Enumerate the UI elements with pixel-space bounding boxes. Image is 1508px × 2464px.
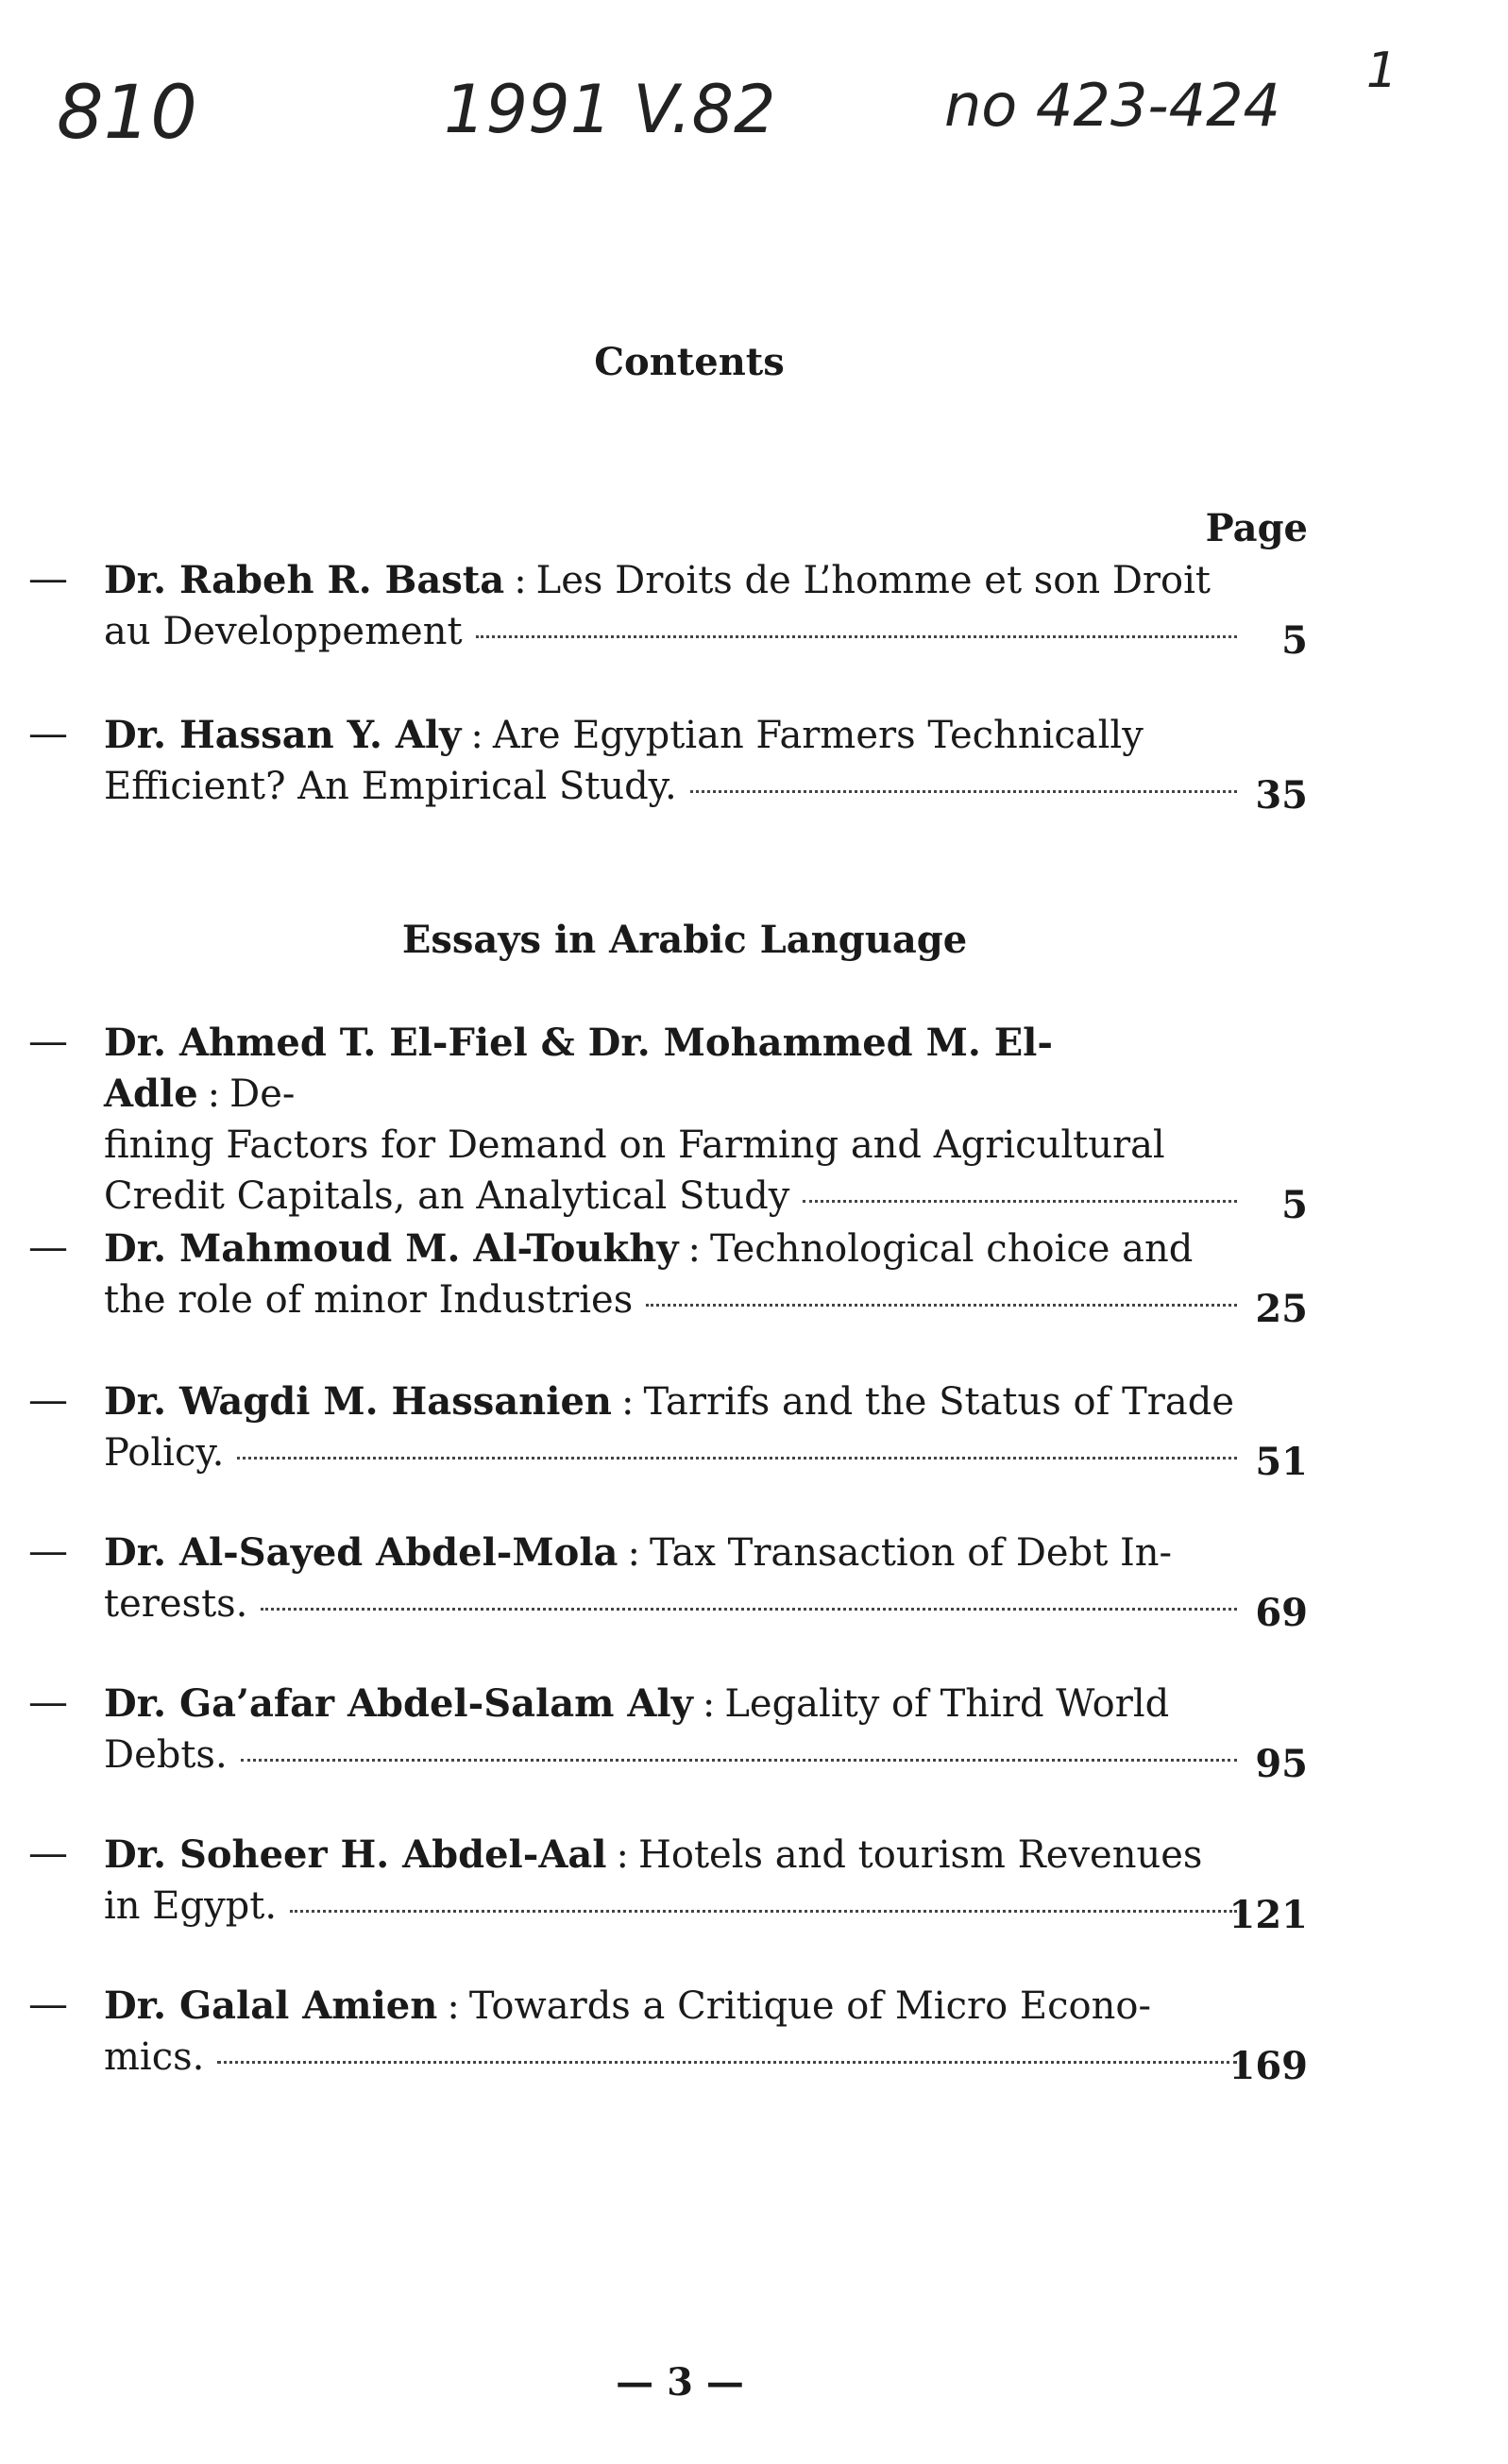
entry-dash: — — [28, 1224, 68, 1270]
handwritten-issue-note: no 423-424 — [944, 71, 1280, 140]
toc-entry: — Dr. Galal Amien : Towards a Critique of Micro Econo- mics. 169 — [28, 1981, 1308, 2088]
entry-title-line: Are Egyptian Farmers Technically — [492, 714, 1144, 757]
entry-page-number: 69 — [1255, 1591, 1308, 1635]
dot-leader — [217, 2061, 1237, 2064]
entry-title-line: De- — [229, 1072, 296, 1116]
entry-title-line: Debts. — [104, 1733, 228, 1777]
entry-author: Dr. Ahmed T. El-Fiel & Dr. Mohammed M. El-Adle — [104, 1021, 1053, 1116]
entry-title-line: Hotels and tourism Revenues — [637, 1833, 1203, 1877]
entry-page-number: 169 — [1228, 2044, 1308, 2088]
toc-entry: — Dr. Hassan Y. Aly : Are Egyptian Farmers Technically Efficient? An Empirical Study. 35 — [28, 710, 1308, 818]
dot-leader — [261, 1608, 1237, 1611]
entry-title-line: mics. — [104, 2035, 205, 2079]
entry-dash: — — [28, 1376, 68, 1423]
toc-entry: — Dr. Wagdi M. Hassanien : Tarrifs and the Status of Trade Policy. 51 — [28, 1376, 1308, 1484]
entry-author: Dr. Mahmoud M. Al-Toukhy — [104, 1226, 679, 1271]
toc-entry: — Dr. Soheer H. Abdel-Aal : Hotels and tourism Revenues in Egypt. 121 — [28, 1830, 1308, 1937]
page-number-footer: — 3 — — [616, 2360, 744, 2405]
entry-title-line: terests. — [104, 1582, 248, 1626]
entry-title-line: Tarrifs and the Status of Trade — [643, 1380, 1235, 1424]
entry-dash: — — [28, 1830, 68, 1876]
entry-title-line: Les Droits de L’homme et son Droit — [535, 559, 1211, 602]
page-title: Contents — [594, 340, 785, 384]
handwritten-corner-mark: 1 — [1365, 42, 1398, 99]
entry-page-number: 25 — [1255, 1287, 1308, 1331]
entry-page-number: 5 — [1281, 618, 1308, 663]
toc-entry: — Dr. Ga’afar Abdel-Salam Aly : Legality of Third World Debts. 95 — [28, 1679, 1308, 1786]
dot-leader — [646, 1304, 1237, 1307]
entry-dash: — — [28, 1679, 68, 1725]
dot-leader — [476, 635, 1237, 638]
entry-title-line: in Egypt. — [104, 1884, 278, 1928]
entry-title-line: Legality of Third World — [724, 1682, 1170, 1726]
entry-dash: — — [28, 1981, 68, 2027]
entry-page-number: 35 — [1255, 773, 1308, 818]
entry-author: Dr. Soheer H. Abdel-Aal — [104, 1832, 607, 1877]
entry-title-line: Technological choice and — [710, 1227, 1194, 1271]
entry-author: Dr. Galal Amien — [104, 1983, 438, 2028]
entry-author: Dr. Hassan Y. Aly — [104, 713, 462, 757]
entry-author: Dr. Ga’afar Abdel-Salam Aly — [104, 1681, 693, 1726]
toc-entry: — Dr. Mahmoud M. Al-Toukhy : Technological choice and the role of minor Industries 25 — [28, 1224, 1308, 1331]
entry-author: Dr. Al-Sayed Abdel-Mola — [104, 1530, 618, 1575]
entry-title-line: fining Factors for Demand on Farming and Agricultural — [104, 1123, 1165, 1167]
dot-leader — [290, 1910, 1237, 1913]
entry-title-line: Credit Capitals, an Analytical Study — [104, 1174, 790, 1218]
dot-leader — [237, 1457, 1237, 1460]
entry-title-line: Efficient? An Empirical Study. — [104, 765, 677, 808]
entry-page-number: 95 — [1255, 1742, 1308, 1786]
section-title: Essays in Arabic Language — [401, 918, 968, 962]
entry-page-number: 121 — [1228, 1893, 1308, 1937]
entry-author: Dr. Rabeh R. Basta — [104, 558, 505, 602]
handwritten-volume-note: 1991 V.82 — [444, 71, 776, 148]
dot-leader — [241, 1759, 1237, 1762]
entry-title-line: Towards a Critique of Micro Econo- — [468, 1984, 1151, 2028]
entry-dash: — — [28, 1527, 68, 1574]
entry-dash: — — [28, 555, 68, 601]
entry-page-number: 51 — [1255, 1440, 1308, 1484]
entry-author: Dr. Wagdi M. Hassanien — [104, 1379, 612, 1424]
toc-entry: — Dr. Rabeh R. Basta : Les Droits de L’homme et son Droit au Developpement 5 — [28, 555, 1308, 663]
dot-leader — [690, 790, 1237, 793]
entry-title-line: au Developpement — [104, 610, 463, 653]
dot-leader — [803, 1200, 1237, 1203]
handwritten-annotation — [57, 42, 1398, 184]
handwritten-call-number: 810 — [57, 71, 197, 156]
entry-title-line: Policy. — [104, 1431, 225, 1475]
entry-dash: — — [28, 1018, 68, 1064]
entry-title-line: Tax Transaction of Debt In- — [649, 1531, 1173, 1575]
entry-page-number: 5 — [1281, 1183, 1308, 1227]
entry-dash: — — [28, 710, 68, 756]
toc-entry: — Dr. Al-Sayed Abdel-Mola : Tax Transaction of Debt In- terests. 69 — [28, 1527, 1308, 1635]
entry-title-line: the role of minor Industries — [104, 1278, 634, 1322]
page-column-header: Page — [1205, 506, 1308, 550]
toc-entry: — Dr. Ahmed T. El-Fiel & Dr. Mohammed M. El-Adle : De- fining Factors for Demand on Farming and Agricultural Credit Capitals, an Analytical Study 5 — [28, 1018, 1308, 1227]
